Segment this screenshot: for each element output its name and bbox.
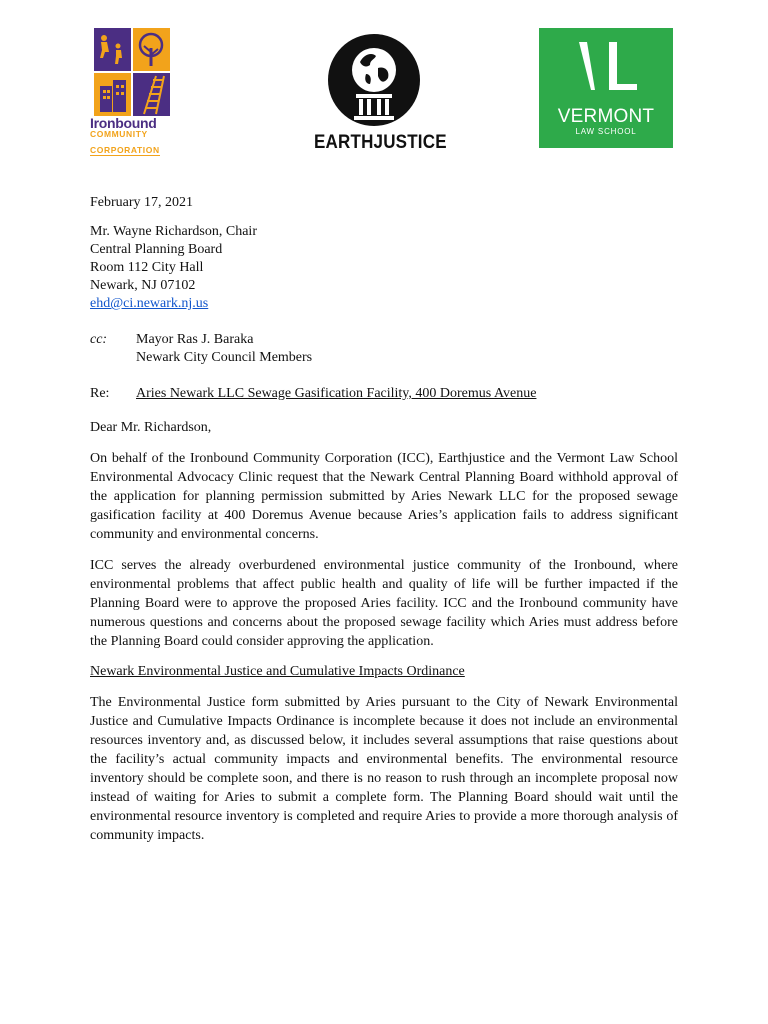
recipient-address: [90, 223, 678, 313]
vls-subtitle: LAW SCHOOL: [575, 127, 637, 136]
recipient-email-link[interactable]: ehd@ci.newark.nj.us: [90, 296, 209, 311]
cc-block: [90, 331, 678, 367]
cc-line-1: Mayor Ras J. Baraka: [136, 332, 254, 347]
recipient-name: Mr. Wayne Richardson, Chair: [90, 224, 257, 239]
paragraph-icc: ICC serves the already overburdened environmental justice community of the Ironbound, where environmental problems that affect public health and quality of life will be further impacted if the Planning Board were to approve the proposed Aries facility. ICC and the Ironbound community have numerous questions and concerns about the proposed sewage facility which Aries must address before the Planning Board could consider approving the application.: [90, 558, 678, 649]
vermont-law-school-logo: [539, 28, 673, 148]
letter-body: [90, 194, 678, 845]
icc-community: COMMUNITY: [90, 129, 148, 139]
globe-column-icon: [314, 30, 434, 130]
re-subject: Aries Newark LLC Sewage Gasification Facility, 400 Doremus Avenue: [136, 386, 537, 401]
paragraph-intro: On behalf of the Ironbound Community Corporation (ICC), Earthjustice and the Vermont Law School Environmental Advocacy Clinic request that the Newark Central Planning Board withhold approval of the application for planning permission submitted by Aries Newark LLC for the proposed sewage gasification facility at 400 Doremus Avenue because Aries’s application fails to address significant community and environmental concerns.: [90, 451, 678, 542]
recipient-org: Central Planning Board: [90, 242, 223, 257]
letter-date: February 17, 2021: [90, 195, 194, 210]
paragraph-section: The Environmental Justice form submitted by Aries pursuant to the City of Newark Environmental Justice and Cumulative Impacts Ordinance is incomplete because it does not include an environmental resources inventory and, as discussed below, it includes several assumptions that raise questions about the facility’s actual community impacts and environmental benefits. The environmental resource inventory should be complete soon, and there is no reason to rush through an incomplete proposal now instead of waiting for Aries to submit a complete form. The Planning Board should wait until the environmental resource inventory is completed and require Aries to provide a more thorough analysis of community impacts.: [90, 695, 678, 843]
section-heading: Newark Environmental Justice and Cumulative Impacts Ordinance: [90, 664, 465, 679]
icc-logo: [90, 28, 182, 154]
salutation: Dear Mr. Richardson,: [90, 420, 212, 435]
icc-wordmark: [90, 116, 182, 158]
letterhead-logos: [0, 28, 768, 158]
icc-name: Ironbound: [90, 115, 157, 131]
earthjustice-wordmark: EARTHJUSTICE: [314, 130, 447, 153]
recipient-room: Room 112 City Hall: [90, 260, 204, 275]
re-block: [90, 385, 678, 403]
vl-monogram-icon: [539, 36, 673, 102]
cc-line-2: Newark City Council Members: [136, 350, 313, 365]
earthjustice-logo: [314, 30, 447, 154]
re-label: Re:: [90, 386, 110, 401]
recipient-city: Newark, NJ 07102: [90, 278, 196, 293]
icc-emblem-icon: [94, 28, 170, 116]
cc-label: cc:: [90, 332, 108, 347]
vls-name: VERMONT: [557, 106, 655, 127]
icc-corporation: CORPORATION: [90, 144, 160, 155]
